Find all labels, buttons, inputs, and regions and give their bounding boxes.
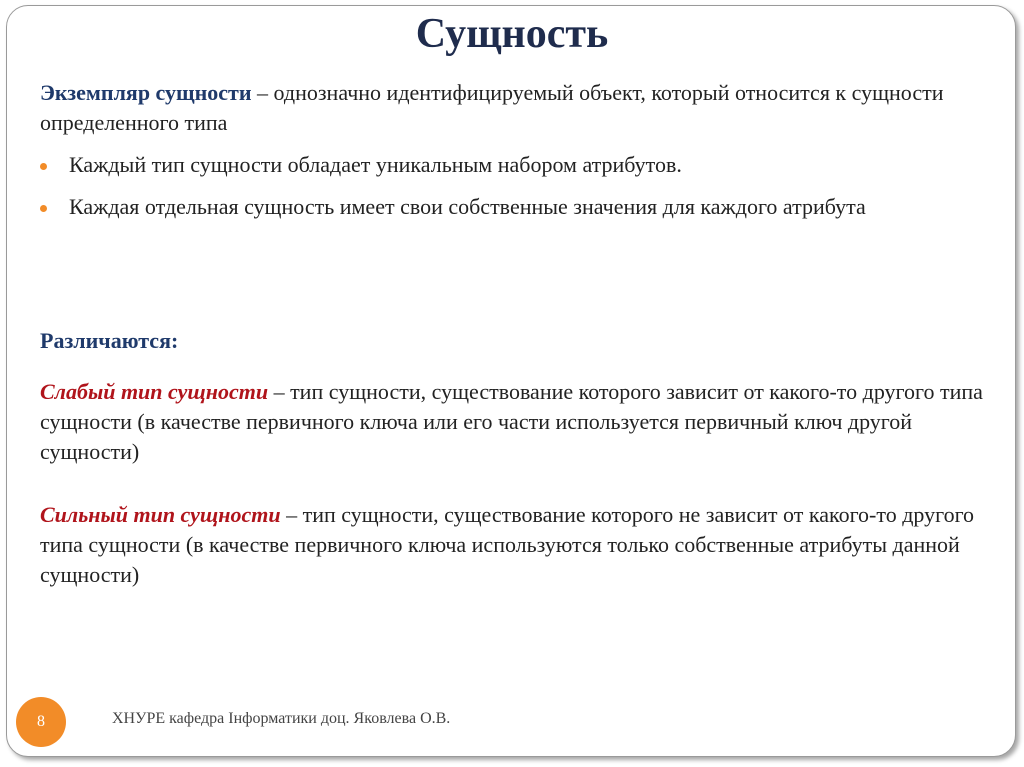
differ-heading: Различаются: — [40, 328, 179, 353]
bullet-item — [40, 192, 980, 222]
footer-text: ХНУРЕ кафедра Інформатики доц. Яковлева О.В. — [112, 710, 451, 727]
bullet-text: Каждый тип сущности обладает уникальным набором атрибутов. — [69, 152, 682, 177]
strong-entity-paragraph — [40, 500, 990, 590]
definition-paragraph — [40, 78, 990, 138]
weak-entity-term: Слабый тип сущности — [40, 379, 269, 404]
bullet-item — [40, 150, 980, 180]
weak-entity-paragraph — [40, 377, 990, 467]
definition-term: Экземпляр сущности — [40, 80, 252, 105]
page-number: 8 — [37, 713, 45, 730]
bullet-dot-icon — [40, 163, 47, 170]
slide-title: Сущность — [415, 11, 609, 57]
definition-text: – однозначно идентифицируемый объект, который относится к сущности определенного типа — [40, 80, 944, 135]
weak-entity-text: – тип сущности, существование которого зависит от какого-то другого типа сущности (в качестве первичного ключа или его части используется первичный ключ другой сущности) — [40, 379, 983, 464]
bullet-text: Каждая отдельная сущность имеет свои собственные значения для каждого атрибута — [69, 194, 866, 219]
strong-entity-text: – тип сущности, существование которого не зависит от какого-то другого типа сущности (в качестве первичного ключа используются только собственные атрибуты данной сущности) — [40, 502, 975, 587]
bullet-list — [40, 150, 980, 234]
page-number-badge — [16, 697, 66, 747]
strong-entity-term: Сильный тип сущности — [40, 502, 281, 527]
bullet-dot-icon — [40, 205, 47, 212]
